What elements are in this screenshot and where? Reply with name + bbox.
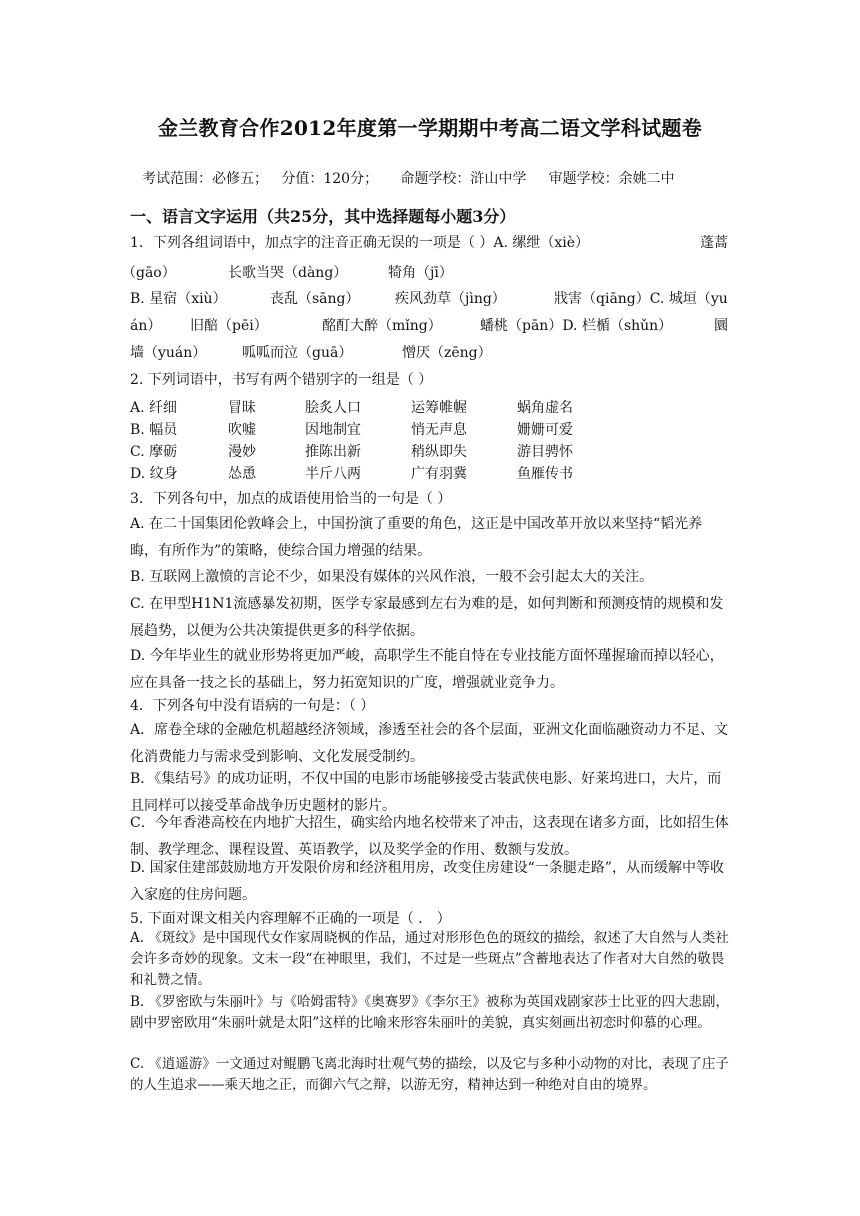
q2-cell: 半斤八两: [305, 466, 361, 482]
q5-stem: 5. 下面对课文相关内容理解不正确的一项是（ ． ）: [130, 911, 451, 927]
q4-stem: 4．下列各句中没有语病的一句是：（ ）: [130, 698, 375, 714]
q4-option-c: C．今年香港高校在内地扩大招生，确实给内地名校带来了冲击，这表现在诸多方面，比如招生体制、教学理念、课程设置、英语教学，以及奖学金的作用、数额与发放。: [130, 815, 729, 858]
q4-option-b: B．《集结号》的成功证明，不仅中国的电影市场能够接受古装武侠电影、好莱坞进口，大片，而且同样可以接受革命战争历史题材的影片。: [130, 771, 722, 814]
q1-item: 旧醅（pēi）: [190, 318, 268, 334]
q5-option-b: B. 《罗密欧与朱丽叶》与《哈姆雷特》《奥赛罗》《李尔王》被称为英国戏剧家莎士比亚的四大悲剧，剧中罗密欧用“朱丽叶就是太阳”这样的比喻来形容朱丽叶的美貌，真实刻画出初恋时仰慕的心理。: [130, 994, 730, 1031]
q1-line-5: [130, 342, 730, 364]
q3-option-a: A. 在二十国集团伦敦峰会上，中国扮演了重要的角色，这正是中国改革开放以来坚持“韬光养晦，有所作为”的策略，使综合国力增强的结果。: [130, 516, 703, 559]
q1-item: 疾风劲草（jìng）: [395, 291, 506, 307]
q1-item: 长歌当哭（dàng）: [228, 265, 348, 281]
exam-info-line: 考试范围：必修五； 分值：120分； 命题学校：浒山中学 审题学校：余姚二中: [142, 171, 675, 187]
q2-cell: 怂恿: [228, 466, 256, 482]
q3-option-d: D. 今年毕业生的就业形势将更加严峻，高职学生不能自恃在专业技能方面怀瑾握瑜而掉以轻心，应在具备一技之长的基础上，努力拓宽知识的广度，增强就业竞争力。: [130, 648, 724, 691]
q1-item: 圜: [714, 318, 728, 334]
exam-title: 金兰教育合作2012年度第一学期期中考高二语文学科试题卷: [157, 116, 703, 140]
q3-stem: 3．下列各句中，加点的成语使用恰当的一句是（ ）: [130, 491, 452, 507]
q2-cell: B. 幅员: [130, 422, 178, 438]
q2-cell: 广有羽冀: [411, 466, 467, 482]
q2-cell: 冒昧: [228, 400, 256, 416]
q1-item: 蟠桃（pān）D. 栏楯（shǔn）: [480, 318, 673, 334]
q1-line-4: [130, 315, 730, 337]
section-heading: 一、语言文字运用（共25分，其中选择题每小题3分）: [130, 207, 516, 226]
q1-item: 戕害（qiāng）C. 城垣（yu: [554, 291, 728, 307]
q1-item: B. 星宿（xiù）: [130, 291, 227, 307]
q1-item: 憎厌（zēng）: [402, 345, 492, 361]
q3-option-b: B. 互联网上激愤的言论不少，如果没有媒体的兴风作浪，一般不会引起太大的关注。: [130, 569, 654, 585]
q1-line-2: [122, 262, 730, 284]
q2-cell: 悄无声息: [411, 422, 467, 438]
q2-cell: 姗姗可爱: [517, 422, 573, 438]
q2-option-row: [130, 397, 730, 419]
q2-cell: 脍炙人口: [305, 400, 361, 416]
q2-cell: D. 纹身: [130, 466, 178, 482]
q2-cell: 吹嘘: [228, 422, 256, 438]
q2-option-row: [130, 463, 730, 485]
q1-item: 丧乱（sāng）: [270, 291, 360, 307]
q1-item: 墙（yuán）: [130, 345, 207, 361]
q1-item: án）: [130, 318, 162, 334]
q1-item: 呱呱而泣（guā）: [242, 345, 353, 361]
q4-option-d: D. 国家住建部鼓励地方开发限价房和经济租用房，改变住房建设“一条腿走路”，从而缓解中等收入家庭的住房问题。: [130, 860, 724, 903]
q2-option-row: [130, 441, 730, 463]
q1-line-1-tail: 蓬蒿: [700, 235, 728, 251]
q3-option-c: C. 在甲型H1N1流感暴发初期，医学专家最感到左右为难的是，如何判断和预测疫情的规模和发展趋势，以便为公共决策提供更多的科学依据。: [130, 596, 724, 639]
q5-option-c: C. 《逍遥游》一文通过对鲲鹏飞离北海时壮观气势的描绘，以及它与多种小动物的对比，表现了庄子的人生追求——乘天地之正，而御六气之辩，以游无穷，精神达到一种绝对自由的境界。: [130, 1056, 729, 1093]
q1-item: 犄角（jī）: [388, 265, 453, 281]
q2-cell: 鱼雁传书: [517, 466, 573, 482]
q4-option-a: A．席卷全球的金融危机超越经济领域，渗透至社会的各个层面，亚洲文化面临融资动力不足、文化消费能力与需求受到影响、文化发展受制约。: [130, 722, 729, 765]
q2-cell: 蜗角虚名: [517, 400, 573, 416]
q1-item: 酩酊大醉（mǐng）: [322, 318, 442, 334]
q2-stem: 2. 下列词语中，书写有两个错别字的一组是（ ）: [130, 372, 433, 388]
q5-option-a: A. 《斑纹》是中国现代女作家周晓枫的作品，通过对形形色色的斑纹的描绘，叙述了大自然与人类社会许多奇妙的现象。文末一段“在神眼里，我们，不过是一些斑点”含蓄地表达了作者对大自然的敬畏和礼赞之情。: [130, 930, 729, 988]
q2-cell: 因地制宜: [305, 422, 361, 438]
q2-cell: 游目骋怀: [517, 444, 573, 460]
q1-line-3: [130, 288, 730, 310]
q2-cell: 漫妙: [228, 444, 256, 460]
q1-item: （gāo）: [122, 265, 176, 281]
q2-cell: C. 摩砺: [130, 444, 178, 460]
q2-option-row: [130, 419, 730, 441]
q2-cell: 推陈出新: [305, 444, 361, 460]
q1-line-1: 1．下列各组词语中，加点字的注音正确无误的一项是（ ）A. 缧绁（xiè）: [130, 235, 590, 251]
q2-cell: 稍纵即失: [411, 444, 467, 460]
q2-cell: A. 纤细: [130, 400, 178, 416]
q2-cell: 运筹帷幄: [411, 400, 467, 416]
